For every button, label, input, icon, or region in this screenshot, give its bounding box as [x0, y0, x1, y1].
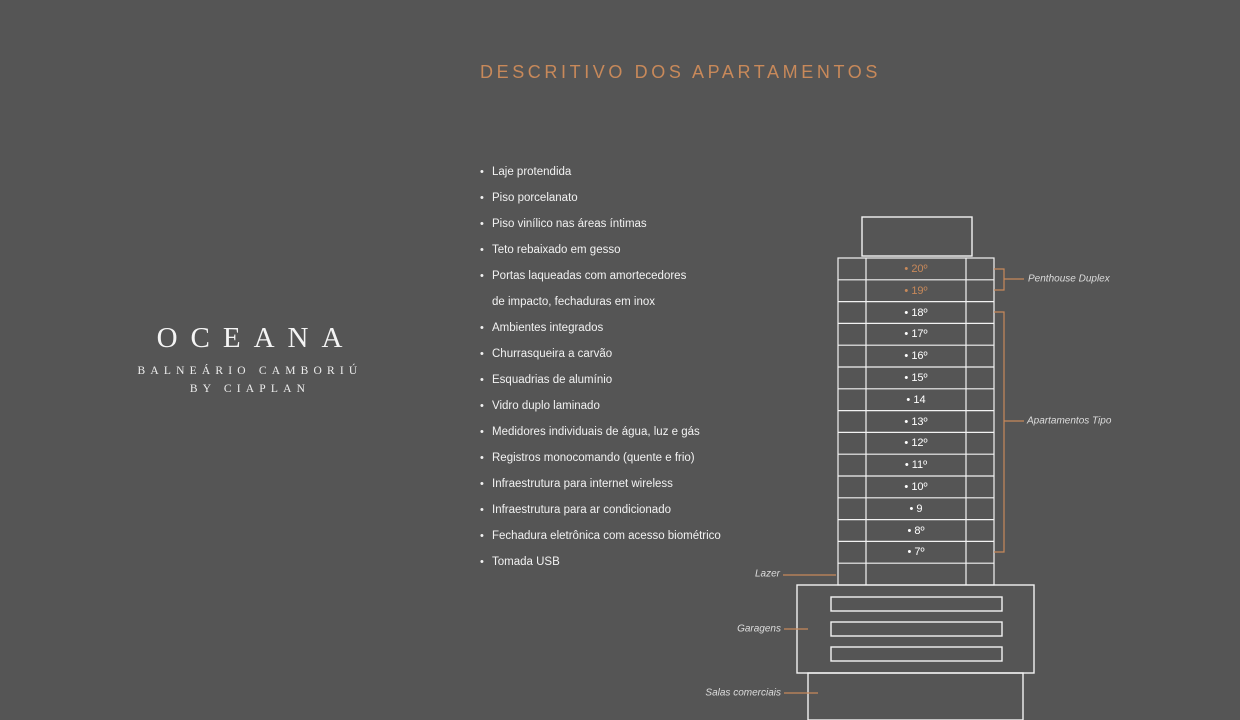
penthouse-bracket: [994, 269, 1004, 290]
feature-item: • Piso vinílico nas áreas íntimas: [480, 211, 721, 237]
floor-label: • 17º: [904, 328, 928, 341]
brand-by: BY CIAPLAN: [189, 383, 311, 395]
tipo-bracket: [994, 312, 1004, 552]
brand-city: BALNEÁRIO CAMBORIÚ: [137, 365, 363, 377]
garage-block: [797, 585, 1034, 673]
floor-label: • 9: [909, 502, 923, 515]
floor-label: • 19º: [904, 284, 928, 297]
feature-item-continuation: de impacto, fechaduras em inox: [492, 296, 656, 308]
label-tipo: Apartamentos Tipo: [1027, 415, 1112, 427]
roof-box: [862, 217, 972, 256]
feature-item: • Ambientes integrados: [480, 315, 721, 341]
page-title: DESCRITIVO DOS APARTAMENTOS: [480, 62, 881, 82]
feature-item: • Piso porcelanato: [480, 185, 721, 211]
commercial-block: [808, 673, 1023, 720]
floor-label: • 15º: [904, 371, 928, 384]
floor-label: • 11º: [904, 459, 928, 472]
floor-label: • 14: [906, 393, 926, 406]
feature-item: • Laje protendida: [480, 159, 721, 185]
floor-label: • 7º: [907, 546, 925, 559]
floor-label: • 13º: [904, 415, 928, 428]
feature-item: • Fechadura eletrônica com acesso biométrico: [480, 523, 721, 549]
label-garagens: Garagens: [737, 623, 781, 635]
garage-level: [831, 597, 1002, 611]
feature-item: • Teto rebaixado em gesso: [480, 237, 721, 263]
floor-label: • 16º: [904, 350, 928, 363]
feature-item: • Esquadrias de alumínio: [480, 367, 721, 393]
feature-item: • Vidro duplo laminado: [480, 393, 721, 419]
label-lazer: Lazer: [754, 568, 780, 580]
feature-item: • Tomada USB: [480, 549, 721, 575]
floor-label: • 10º: [904, 480, 928, 493]
label-penthouse: Penthouse Duplex: [1028, 273, 1110, 285]
floor-label: • 8º: [907, 524, 925, 537]
garage-level: [831, 647, 1002, 661]
garage-level: [831, 622, 1002, 636]
floor-label: • 12º: [904, 437, 928, 450]
feature-item: • Medidores individuais de água, luz e gás: [480, 419, 721, 445]
floor-label: • 18º: [904, 306, 928, 319]
feature-item: • Infraestrutura para internet wireless: [480, 471, 721, 497]
feature-item: • Registros monocomando (quente e frio): [480, 445, 721, 471]
label-salas: Salas comerciais: [705, 687, 781, 699]
feature-item: • Churrasqueira a carvão: [480, 341, 721, 367]
feature-item: • Portas laqueadas com amortecedores: [480, 263, 721, 289]
floor-label: • 20º: [904, 262, 928, 275]
feature-item: • Infraestrutura para ar condicionado: [480, 497, 721, 523]
brand-name: OCEANA: [156, 322, 356, 354]
